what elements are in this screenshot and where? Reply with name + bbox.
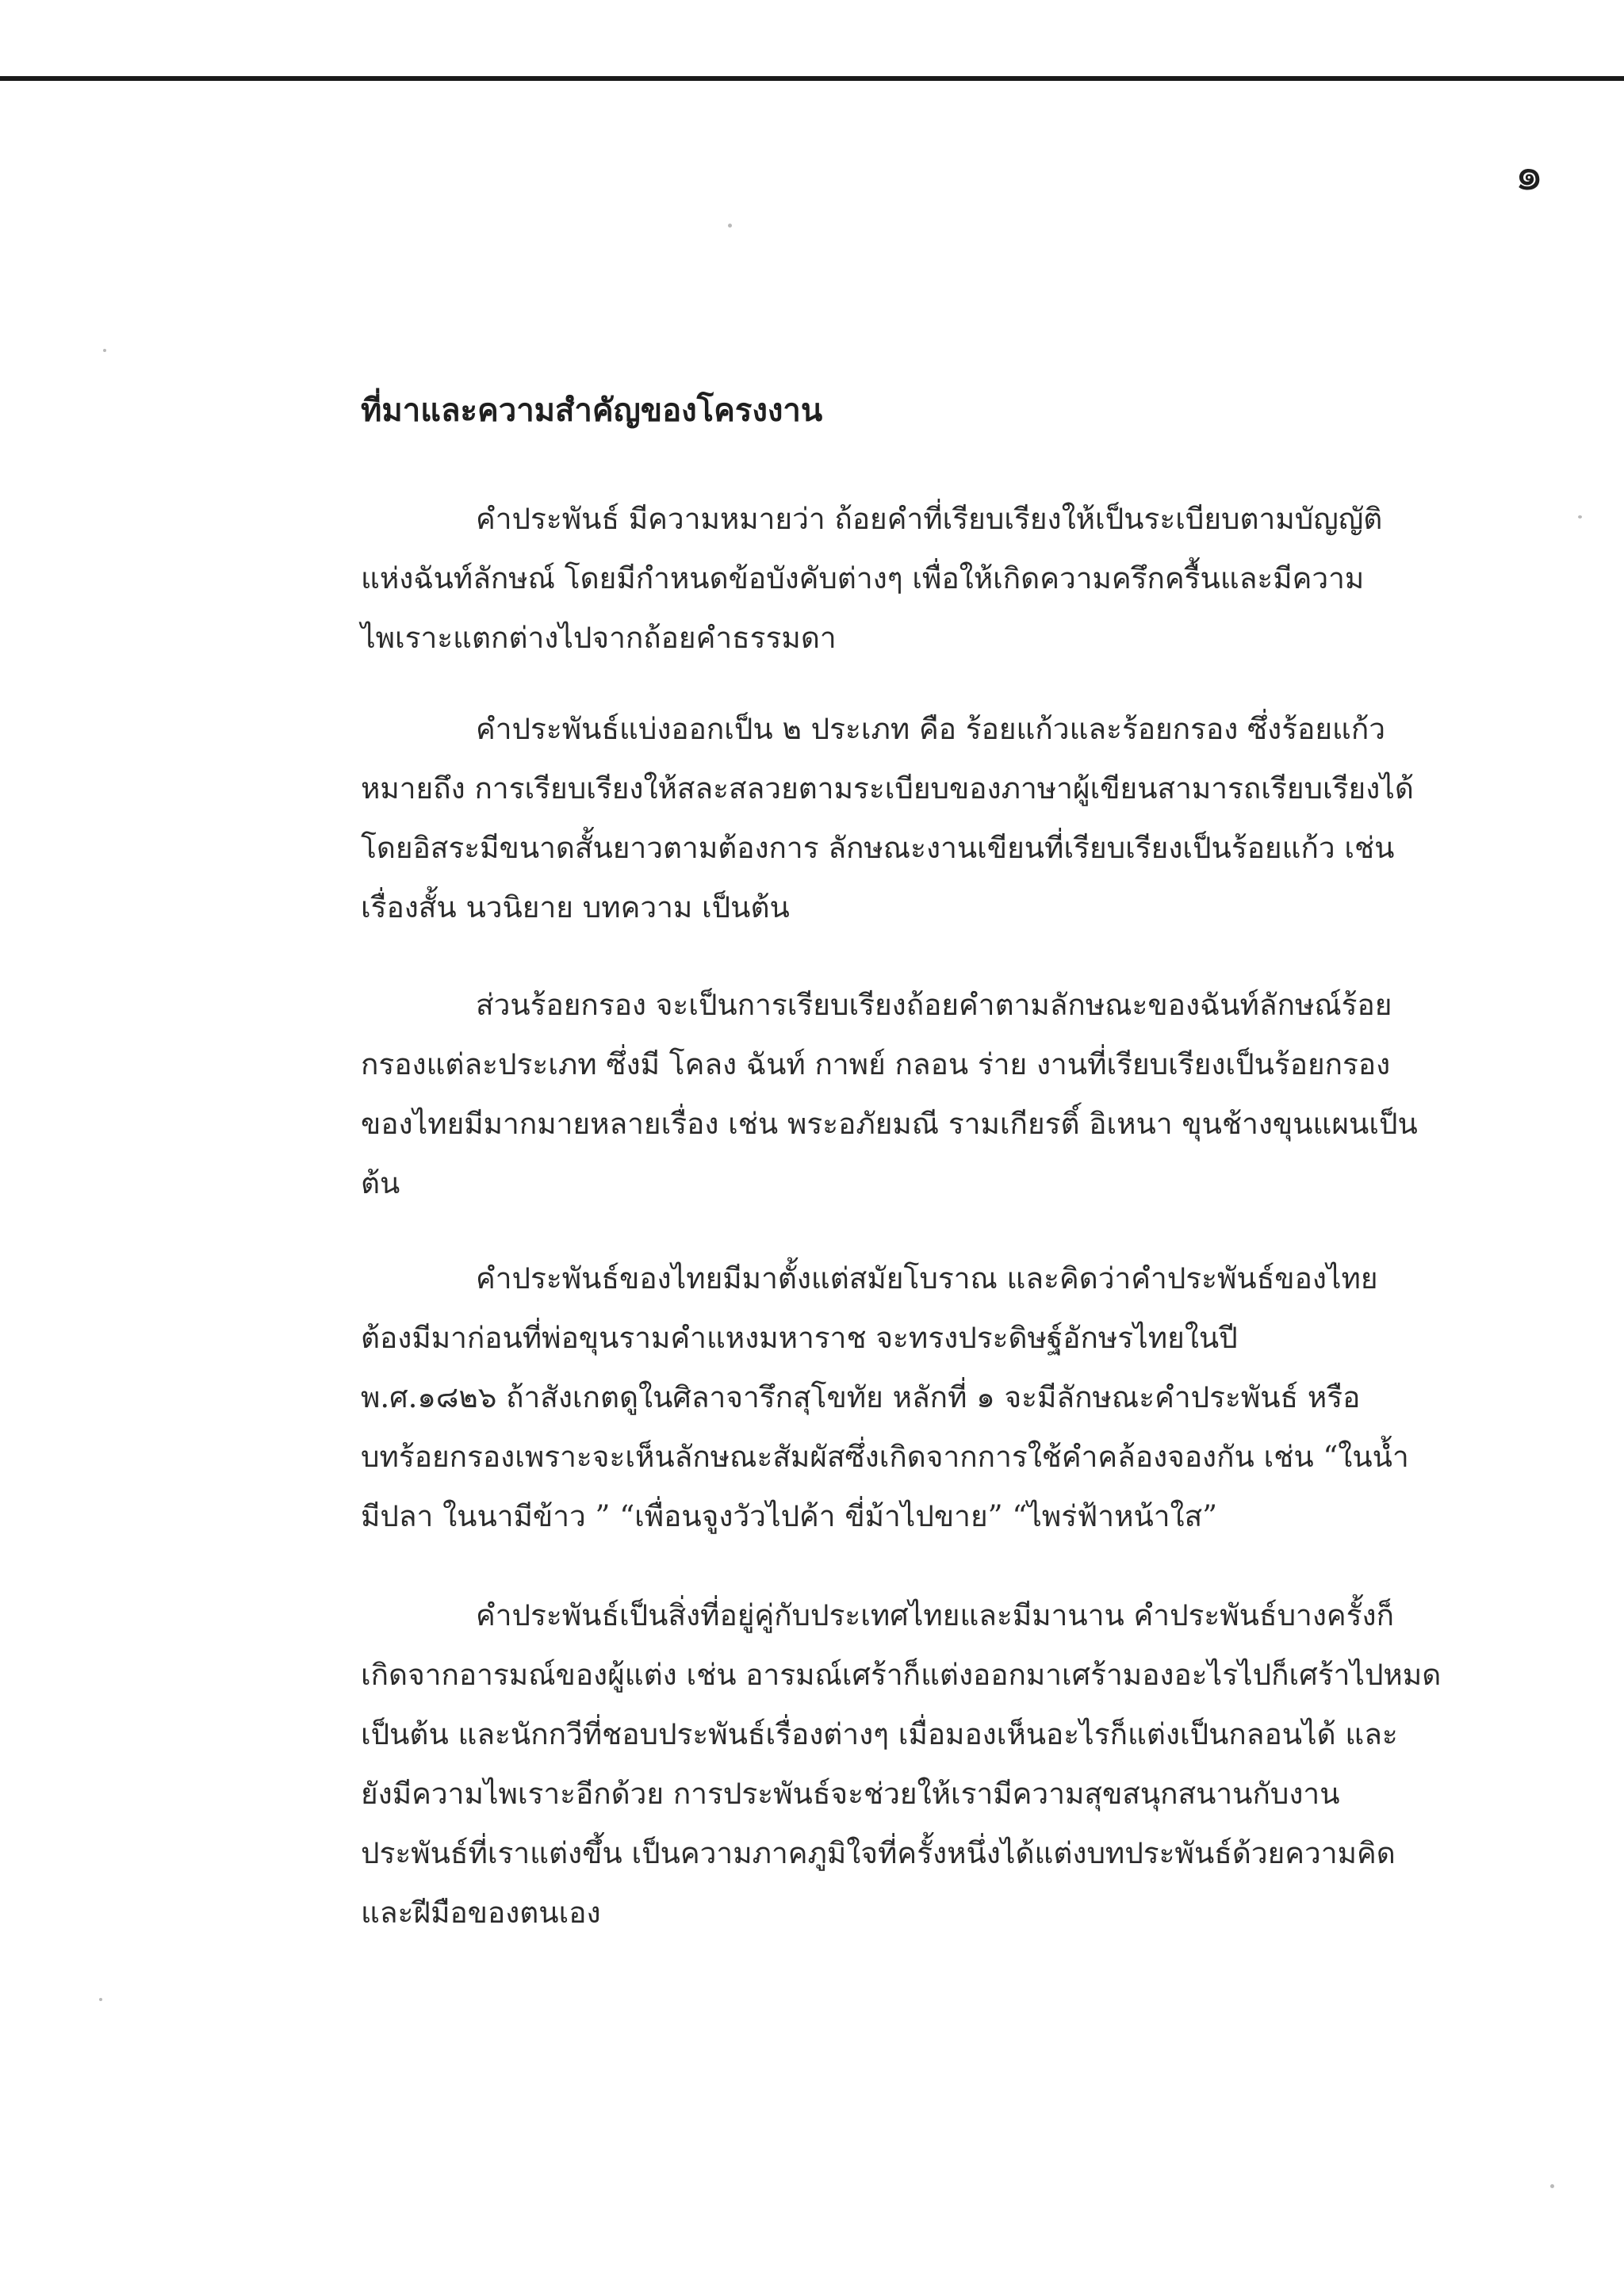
paragraph-line: และฝีมือของตนเอง [361, 1896, 601, 1930]
paragraph-line: ประพันธ์ที่เราแต่งขึ้น เป็นความภาคภูมิใจที่ครั้งหนึ่งได้แต่งบทประพันธ์ด้วยความคิด [361, 1836, 1396, 1870]
paragraph-line: เรื่องสั้น นวนิยาย บทความ เป็นต้น [361, 890, 790, 924]
paragraph-line: หมายถึง การเรียบเรียงให้สละสลวยตามระเบียบของภาษาผู้เขียนสามารถเรียบเรียงได้ [361, 771, 1414, 806]
paragraph-line: แห่งฉันท์ลักษณ์ โดยมีกำหนดข้อบังคับต่างๆ เพื่อให้เกิดความครึกครื้นและมีความ [361, 561, 1365, 595]
paragraph-line: บทร้อยกรองเพราะจะเห็นลักษณะสัมผัสซึ่งเกิดจากการใช้คำคล้องจองกัน เช่น “ในน้ำ [361, 1440, 1409, 1474]
paragraph-line: พ.ศ.๑๘๒๖ ถ้าสังเกตดูในศิลาจารึกสุโขทัย หลักที่ ๑ จะมีลักษณะคำประพันธ์ หรือ [361, 1380, 1361, 1414]
paragraph-line: คำประพันธ์เป็นสิ่งที่อยู่คู่กับประเทศไทยและมีมานาน คำประพันธ์บางครั้งก็ [476, 1598, 1394, 1632]
scan-speck [99, 1998, 102, 2001]
section-heading: ที่มาและความสำคัญของโครงงาน [361, 392, 823, 429]
scan-top-edge-line [0, 76, 1624, 81]
paragraph-line: กรองแต่ละประเภท ซึ่งมี โคลง ฉันท์ กาพย์ กลอน ร่าย งานที่เรียบเรียงเป็นร้อยกรอง [361, 1047, 1391, 1081]
page-number: ๑ [1515, 147, 1544, 201]
scan-speck [728, 224, 732, 228]
paragraph-line: ของไทยมีมากมายหลายเรื่อง เช่น พระอภัยมณี รามเกียรติ์ อิเหนา ขุนช้างขุนแผนเป็น [361, 1107, 1418, 1141]
paragraph-line: ยังมีความไพเราะอีกด้วย การประพันธ์จะช่วยให้เรามีความสุขสนุกสนานกับงาน [361, 1777, 1340, 1811]
paragraph-line: ไพเราะแตกต่างไปจากถ้อยคำธรรมดา [361, 621, 837, 655]
scan-speck [1550, 2184, 1554, 2188]
scan-speck [103, 349, 106, 352]
paragraph-line: ส่วนร้อยกรอง จะเป็นการเรียบเรียงถ้อยคำตามลักษณะของฉันท์ลักษณ์ร้อย [476, 988, 1392, 1022]
paragraph-line: เกิดจากอารมณ์ของผู้แต่ง เช่น อารมณ์เศร้าก็แต่งออกมาเศร้ามองอะไรไปก็เศร้าไปหมด [361, 1658, 1442, 1692]
paragraph-line: มีปลา ในนามีข้าว ” “เพื่อนจูงวัวไปค้า ขี่ม้าไปขาย” “ไพร่ฟ้าหน้าใส” [361, 1499, 1218, 1533]
paragraph-line: ต้น [361, 1166, 400, 1200]
paragraph-line: ต้องมีมาก่อนที่พ่อขุนรามคำแหงมหาราช จะทรงประดิษฐ์อักษรไทยในปี [361, 1321, 1238, 1355]
paragraph-line: คำประพันธ์แบ่งออกเป็น ๒ ประเภท คือ ร้อยแก้วและร้อยกรอง ซึ่งร้อยแก้ว [476, 712, 1386, 746]
paragraph-line: คำประพันธ์ มีความหมายว่า ถ้อยคำที่เรียบเรียงให้เป็นระเบียบตามบัญญัติ [476, 502, 1383, 536]
paragraph-line: คำประพันธ์ของไทยมีมาตั้งแต่สมัยโบราณ และคิดว่าคำประพันธ์ของไทย [476, 1261, 1378, 1295]
paragraph-line: โดยอิสระมีขนาดสั้นยาวตามต้องการ ลักษณะงานเขียนที่เรียบเรียงเป็นร้อยแก้ว เช่น [361, 831, 1395, 865]
scan-speck [1578, 515, 1582, 519]
paragraph-line: เป็นต้น และนักกวีที่ชอบประพันธ์เรื่องต่างๆ เมื่อมองเห็นอะไรก็แต่งเป็นกลอนได้ และ [361, 1717, 1398, 1751]
